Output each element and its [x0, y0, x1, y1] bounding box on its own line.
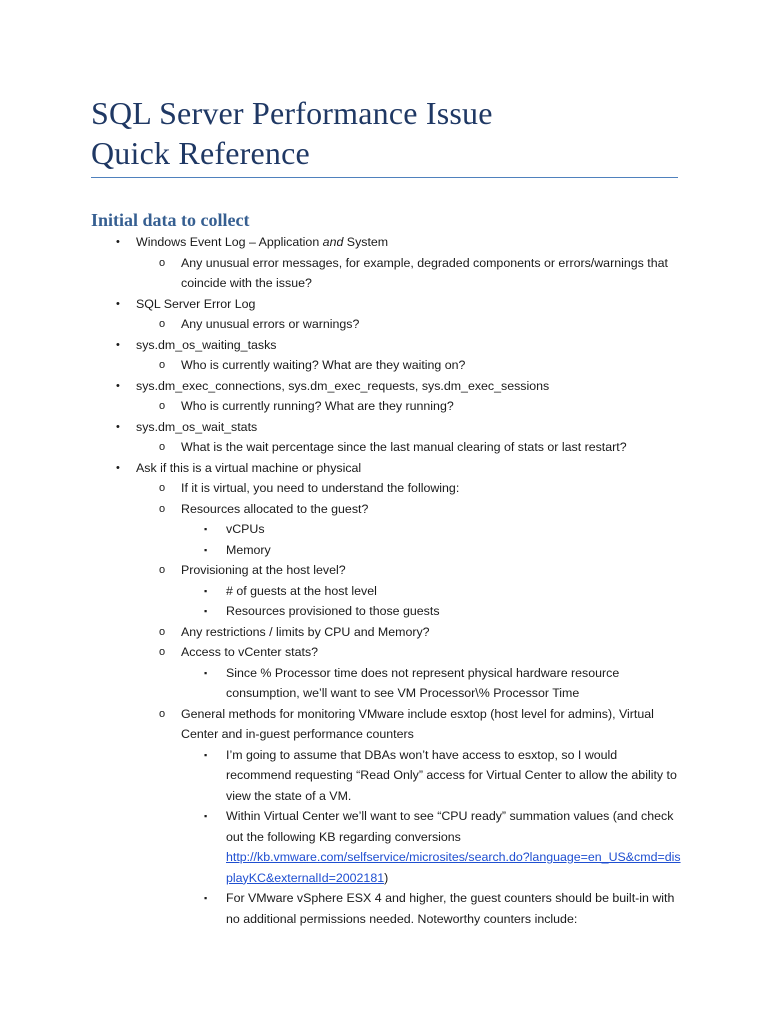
bullet-list	[0, 232, 768, 929]
list-item	[0, 294, 768, 315]
sub-list-item	[0, 560, 768, 581]
list-item-text: Resources allocated to the guest?	[181, 501, 369, 516]
circle-marker: o	[159, 564, 166, 576]
list-item-text: Provisioning at the host level?	[181, 563, 346, 577]
sub-sub-list-item	[0, 601, 768, 622]
bullet-marker: •	[116, 420, 120, 433]
emphasis-text: and	[322, 235, 344, 249]
list-item-text: Resources provisioned to those guests	[226, 604, 440, 618]
sub-sub-list-item	[0, 519, 768, 540]
list-item-text: SQL Server Error Log	[136, 296, 256, 311]
square-marker: ▪	[204, 606, 208, 616]
sub-list-item	[0, 355, 768, 376]
list-item-text: Any restrictions / limits by CPU and Memory?	[181, 624, 430, 639]
list-item-text: Any unusual errors or warnings?	[181, 317, 360, 331]
sub-sub-list-item	[0, 663, 768, 704]
title-line-2: Quick Reference	[91, 135, 310, 171]
list-item-text: Since % Processor time does not represent physical hardware resource consumption, we’ll want to see VM Processor\% Processor Time	[226, 665, 620, 700]
list-item-text: System	[343, 235, 389, 249]
sub-sub-list-item	[0, 540, 768, 561]
circle-marker: o	[159, 359, 166, 371]
sub-list-item	[0, 437, 768, 458]
list-item	[0, 458, 768, 479]
list-item-text: What is the wait percentage since the last manual clearing of stats or last restart?	[181, 440, 627, 454]
list-item-text: # of guests at the host level	[226, 583, 377, 598]
circle-marker: o	[159, 646, 166, 658]
circle-marker: o	[159, 256, 166, 269]
list-item	[0, 335, 768, 356]
list-item-text: Ask if this is a virtual machine or physical	[136, 460, 362, 475]
list-item-text: Any unusual error messages, for example, degraded components or errors/warnings that coincide with the issue?	[181, 255, 668, 290]
circle-marker: o	[159, 400, 166, 412]
list-item-text: If it is virtual, you need to understand the following:	[181, 481, 460, 495]
sub-list-item	[0, 499, 768, 520]
list-item-text: Memory	[226, 542, 271, 557]
list-item-text: sys.dm_os_waiting_tasks	[136, 337, 277, 352]
sub-list-item	[0, 642, 768, 663]
section-heading: Initial data to collect	[91, 210, 250, 230]
sub-sub-list-item	[0, 581, 768, 602]
document-title	[91, 93, 691, 173]
sub-sub-list-item	[0, 806, 768, 888]
circle-marker: o	[159, 707, 166, 720]
list-item-text: sys.dm_os_wait_stats	[136, 419, 258, 434]
list-item-text: Within Virtual Center we’ll want to see “CPU ready” summation values (and check out the following KB regarding conversions	[226, 809, 674, 844]
bullet-marker: •	[116, 461, 120, 474]
list-item	[0, 232, 768, 253]
bullet-marker: •	[116, 236, 120, 248]
square-marker: ▪	[204, 544, 208, 555]
circle-marker: o	[159, 625, 166, 638]
title-line-1: SQL Server Performance Issue	[91, 95, 493, 131]
closing-paren: )	[384, 870, 389, 885]
sub-sub-list-item	[0, 745, 768, 807]
title-underline	[91, 177, 678, 178]
sub-list-item	[0, 253, 768, 294]
list-item-text: Who is currently running? What are they running?	[181, 399, 454, 413]
square-marker: ▪	[204, 749, 208, 760]
list-item-text: Who is currently waiting? What are they waiting on?	[181, 358, 466, 372]
bullet-marker: •	[116, 297, 120, 310]
square-marker: ▪	[204, 585, 208, 596]
square-marker: ▪	[204, 524, 208, 534]
circle-marker: o	[159, 482, 166, 494]
list-item-text: General methods for monitoring VMware include esxtop (host level for admins), Virtual Center and in-guest performance counters	[181, 706, 654, 741]
sub-list-item	[0, 478, 768, 499]
bullet-marker: •	[116, 338, 120, 351]
list-item-text: For VMware vSphere ESX 4 and higher, the guest counters should be built-in with no additional permissions needed. Noteworthy counters include:	[226, 891, 675, 926]
list-item-text: I’m going to assume that DBAs won’t have access to esxtop, so I would recommend requesting “Read Only” access for Virtual Center to allow the ability to view the state of a VM.	[226, 747, 677, 803]
list-item-text: sys.dm_exec_connections, sys.dm_exec_requests, sys.dm_exec_sessions	[136, 378, 550, 393]
square-marker: ▪	[204, 667, 208, 678]
circle-marker: o	[159, 502, 166, 515]
sub-list-item	[0, 396, 768, 417]
list-item-text: vCPUs	[226, 522, 265, 536]
bullet-marker: •	[116, 379, 120, 392]
vmware-kb-link[interactable]: http://kb.vmware.com/selfservice/microsites/search.do?language=en_US&cmd=displayKC&externalId=2002181	[226, 850, 681, 885]
list-item	[0, 376, 768, 397]
list-item-text: Windows Event Log – Application	[136, 235, 323, 249]
sub-sub-list-item	[0, 888, 768, 929]
list-item-text: Access to vCenter stats?	[181, 645, 319, 659]
circle-marker: o	[159, 441, 166, 453]
list-item	[0, 417, 768, 438]
sub-list-item	[0, 704, 768, 745]
sub-list-item	[0, 314, 768, 335]
square-marker: ▪	[204, 893, 208, 903]
circle-marker: o	[159, 318, 166, 330]
square-marker: ▪	[204, 811, 208, 821]
sub-list-item	[0, 622, 768, 643]
